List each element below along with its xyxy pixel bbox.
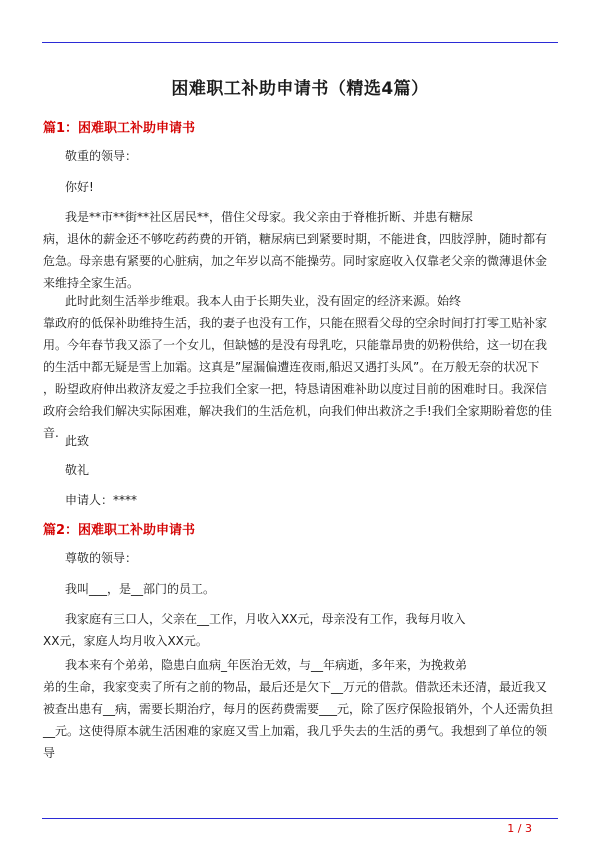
intro-line: 我叫___，是__部门的员工。 [65,582,216,596]
text-line: 的生活中都无疑是雪上加霜。这真是”屋漏偏遭连夜雨,船迟又遇打头风”。在万般无奈的状况下 [43,360,540,374]
text-line: 来维持全家生活。 [43,276,140,290]
section-2-heading: 篇2：困难职工补助申请书 [43,523,196,538]
document-title: 困难职工补助申请书（精选4篇） [171,79,429,99]
closing-line-1: 此致 [65,434,90,448]
section-2-paragraph-2 [43,654,556,764]
greeting-1: 你好! [65,180,94,194]
salutation-2: 尊敬的领导： [65,551,138,565]
text-line: 用。今年春节我又添了一个女儿，但缺憾的是没有母乳吃，只能靠昂贵的奶粉供给，这一切在我 [43,338,548,352]
closing-line-2: 敬礼 [65,463,90,477]
text-line: 危急。母亲患有紧要的心脏病，加之年岁以高不能操劳。同时家庭收入仅靠老父亲的微薄退休金 [43,254,548,268]
text-line: 靠政府的低保补助维持生活，我的妻子也没有工作，只能在照看父母的空余时间打打零工贴补家 [43,316,548,330]
text-line: 音. [43,426,59,440]
text-line: 我家庭有三口人，父亲在__工作，月收入XX元，母亲没有工作，我每月收入 [65,612,466,626]
text-line: __元。这使得原本就生活困难的家庭又雪上加霜，我几乎失去的生活的勇气。我想到了单位的领 [43,724,548,738]
text-line: 弟的生命，我家变卖了所有之前的物品，最后还是欠下__万元的借款。借款还未还清，最近我又 [43,680,548,694]
section-2-paragraph-1 [43,608,556,652]
text-line: 政府会给我们解决实际困难，解决我们的生活危机，向我们伸出救济之手!我们全家期盼着您的佳 [43,404,552,418]
section-1-heading: 篇1：困难职工补助申请书 [43,121,196,136]
section-1-paragraph-2 [43,290,556,444]
page-number: 1 / 3 [507,822,532,835]
section-1-paragraph-1 [43,206,556,294]
text-line: 此时此刻生活举步维艰。我本人由于长期失业，没有固定的经济来源。始终 [65,294,462,308]
text-line: 导 [43,746,56,760]
top-rule [42,42,558,43]
salutation-1: 敬重的领导： [65,149,138,163]
bottom-rule [42,818,558,819]
text-line: 病，退休的薪金还不够吃药药费的开销，糖尿病已到紧要时期，不能进食，四肢浮肿，随时都有 [43,232,548,246]
text-line: ，盼望政府伸出救济友爱之手拉我们全家一把，特恳请困难补助以度过目前的困难时日。我深信 [43,382,548,396]
applicant-line: 申请人：**** [65,493,138,507]
text-line: 我本来有个弟弟，隐患白血病_年医治无效，与__年病逝，多年来，为挽救弟 [65,658,468,672]
text-line: 我是**市**街**社区居民**，借住父母家。我父亲由于脊椎折断、并患有糖尿 [65,210,474,224]
text-line: 被查出患有__病，需要长期治疗，每月的医药费需要___元，除了医疗保险报销外，个人还需负担 [43,702,554,716]
text-line: XX元，家庭人均月收入XX元。 [43,634,208,648]
